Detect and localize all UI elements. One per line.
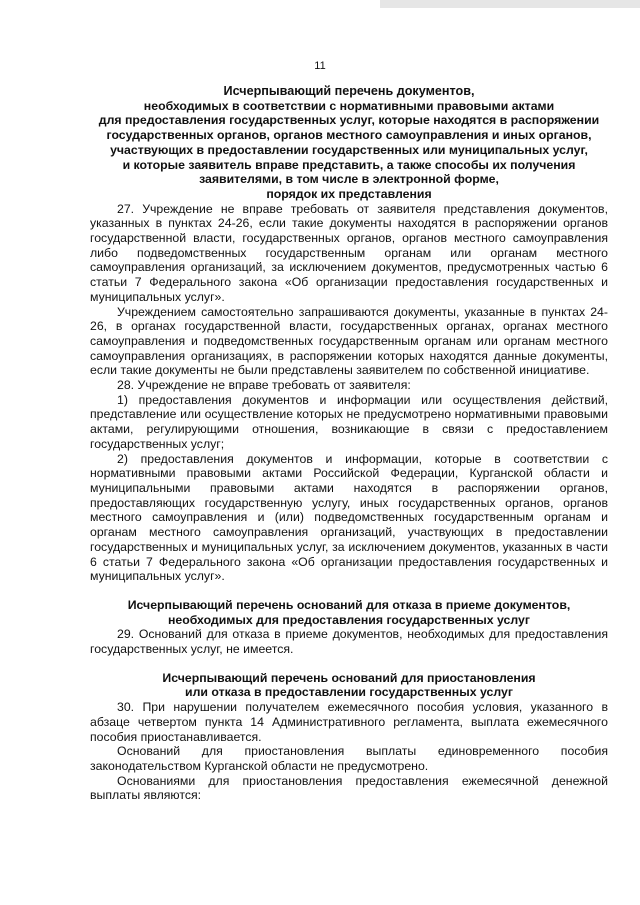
paragraph-lump-sum: Оснований для приостановления выплаты единовременного пособия законодательством Курганской области не предусмотрено.	[90, 744, 608, 773]
paragraph-28-item-1: 1) предоставления документов и информации или осуществления действий, представление или осуществление которых не предусмотрено нормативными правовыми актами, регулирующими отношения, возникающие в связи с предоставлением государственных услуг;	[90, 392, 608, 451]
heading-line: и которые заявитель вправе представить, а также способы их получения	[122, 157, 576, 172]
section-heading-documents	[90, 84, 608, 202]
heading-line: Исчерпывающий перечень документов,	[223, 84, 475, 98]
heading-line: участвующих в предоставлении государственных или муниципальных услуг,	[110, 142, 588, 157]
scan-edge	[380, 0, 640, 8]
paragraph-30: 30. При нарушении получателем ежемесячного пособия условия, указанного в абзаце четвертом пункта 14 Административного регламента, выплата ежемесячного пособия приостанавливается.	[90, 700, 608, 744]
heading-line: Исчерпывающий перечень оснований для отказа в приеме документов,	[127, 597, 571, 612]
heading-line: необходимых для предоставления государственных услуг	[167, 612, 530, 627]
heading-line: порядок их представления	[266, 186, 432, 201]
paragraph-monthly-grounds: Основаниями для приостановления предоставления ежемесячной денежной выплаты являются:	[90, 773, 608, 803]
paragraph-29: 29. Оснований для отказа в приеме документов, необходимых для предоставления государственных услуг, не имеется.	[90, 627, 608, 657]
paragraph-28: 28. Учреждение не вправе требовать от заявителя:	[117, 378, 411, 393]
heading-line: заявителями, в том числе в электронной форме,	[199, 172, 499, 187]
heading-line: необходимых в соответствии с нормативными правовыми актами	[143, 98, 555, 113]
paragraph-27: 27. Учреждение не вправе требовать от заявителя представления документов, указанных в пунктах 24-26, если такие документы находятся в распоряжении органов государственной власти, государственных органов, органов местного самоуправления либо подведомственных государственным органам или органам местного самоуправления организаций, за исключением документов, предусмотренных частью 6 статьи 7 Федерального закона «Об организации предоставления государственных и муниципальных услуг».	[90, 201, 608, 304]
document-body	[90, 84, 608, 803]
heading-line: или отказа в предоставлении государственных услуг	[185, 685, 513, 700]
section-heading-refusal	[90, 598, 608, 627]
paragraph-requests: Учреждением самостоятельно запрашиваются документы, указанные в пунктах 24-26, в органах государственной власти, государственных органах, органах местного самоуправления и подведомственных государственным органам или органам местного самоуправления организациях, в распоряжении которых находятся данные документы, если такие документы не были представлены заявителем по собственной инициативе.	[90, 304, 608, 378]
heading-line: государственных органов, органов местного самоуправления и иных органов,	[106, 128, 592, 143]
page-number: 11	[314, 60, 326, 72]
paragraph-28-item-2: 2) предоставления документов и информации, которые в соответствии с нормативными правовыми актами Российской Федерации, Курганской области и муниципальными правовыми актами находятся в распоряжении органов, предоставляющих государственную услугу, иных государственных органов, органов местного самоуправления и (или) подведомственных государственным органам и органам местного самоуправления организаций, участвующих в предоставлении государственных и муниципальных услуг, за исключением документов, указанных в части 6 статьи 7 Федерального закона «Об организации предоставления государственных и муниципальных услуг».	[90, 451, 608, 584]
section-heading-suspension	[90, 671, 608, 700]
heading-line: для предоставления государственных услуг, которые находятся в распоряжении	[98, 113, 600, 128]
heading-line: Исчерпывающий перечень оснований для приостановления	[162, 670, 536, 685]
